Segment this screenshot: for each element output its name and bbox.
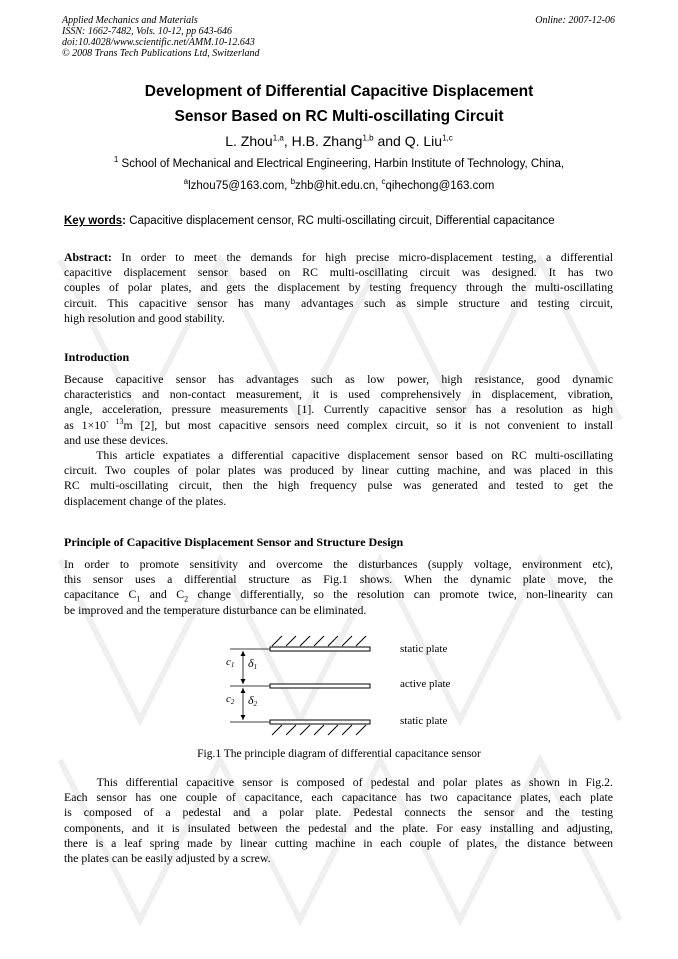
intro-text: m [2], but most capacitive sensors need complex circuit, so it is not convenient to install <box>123 417 614 432</box>
intro-line <box>64 418 613 433</box>
principle-text: change differentially, so the resolution can promote twice, non-linearity can <box>188 587 613 602</box>
intro-line: characteristics and non-contact measurement, it is used comprehensively in displacement, vibration, <box>64 387 613 402</box>
label-delta2: δ2 <box>248 693 258 708</box>
principle-line: be improved and the temperature disturbance can be eliminated. <box>64 602 367 617</box>
principle-text: and C <box>140 587 185 602</box>
principle-body <box>64 557 613 618</box>
label-delta1: δ1 <box>248 656 258 671</box>
intro-line: RC multi-oscillating circuit, then the high frequency pulse was generated and tested to get the <box>64 478 613 493</box>
body-line: there is a leaf spring made by linear cutting machine in each couple of plates, the distance between <box>64 835 613 850</box>
principle-line: this sensor uses a differential structure as Fig.1 shows. When the dynamic plate move, the <box>64 572 613 587</box>
abstract-label: Abstract: <box>64 250 112 264</box>
journal-issn: ISSN: 1662-7482, Vols. 10-12, pp 643-646 <box>62 26 232 37</box>
principle-text: capacitance C <box>64 587 137 602</box>
abstract-line: circuit. This capacitive sensor has many advantages such as simple structure and testing circuit, <box>64 295 613 310</box>
author-list <box>0 133 678 149</box>
affiliation-marker: 1 <box>113 155 119 165</box>
intro-text: as 1×10 <box>64 417 106 432</box>
subscript: 2 <box>184 594 189 604</box>
keywords-text: Capacitive displacement censor, RC multi-oscillating circuit, Differential capacitance <box>126 215 555 227</box>
label-c2: c2 <box>226 693 235 706</box>
introduction-body <box>64 372 613 509</box>
paper-title-line2: Sensor Based on RC Multi-oscillating Circuit <box>174 108 504 125</box>
email-zhang[interactable]: zhb@hit.edu.cn, <box>295 180 382 192</box>
abstract-line: couples of polar plates, and gets the displacement by testing frequency through the multi-oscillating <box>64 280 613 295</box>
abstract-line <box>64 250 613 265</box>
email-liu[interactable]: qihechong@163.com <box>385 180 495 192</box>
intro-line: and use these devices. <box>64 432 169 447</box>
keywords-label: Key words <box>64 215 123 227</box>
section-heading-principle: Principle of Capacitive Displacement Sensor and Structure Design <box>64 535 404 549</box>
principle-line <box>64 587 613 602</box>
section-heading-introduction: Introduction <box>64 350 130 364</box>
journal-name: Applied Mechanics and Materials <box>62 15 198 26</box>
email-marker-b: b <box>290 177 296 187</box>
keywords <box>64 215 555 227</box>
top-hatch <box>272 636 366 646</box>
subscript: 1 <box>136 594 141 604</box>
figure-1-diagram <box>220 632 480 742</box>
structure-body <box>64 775 613 866</box>
author-zhou-affil: 1,a <box>272 133 284 143</box>
email-marker-c: c <box>381 177 386 187</box>
label-active-plate: active plate <box>400 678 451 690</box>
figure-1-caption: Fig.1 The principle diagram of differential capacitance sensor <box>197 748 481 760</box>
journal-copyright: © 2008 Trans Tech Publications Ltd, Switzerland <box>62 48 260 59</box>
intro-line: angle, acceleration, pressure measurements [1]. Currently capacitive sensor has a resolution as high <box>64 402 613 417</box>
intro-exponent: - 13 <box>106 416 124 426</box>
author-separator: and <box>373 133 405 149</box>
journal-header <box>62 15 260 59</box>
body-line: components, and it is insulated between the pedestal and the plate. For easy installing and adjusting, <box>64 820 613 835</box>
author-liu-affil: 1,c <box>442 133 453 143</box>
author-liu: Q. Liu <box>404 133 443 149</box>
label-c1: c1 <box>226 656 235 669</box>
author-zhou: L. Zhou <box>225 133 273 149</box>
label-static-plate-top: static plate <box>400 643 448 655</box>
paper-title-line1: Development of Differential Capacitive Displacement <box>144 83 534 100</box>
label-static-plate-bottom: static plate <box>400 715 448 727</box>
abstract-line: high resolution and good stability. <box>64 310 225 325</box>
author-zhang-affil: 1,b <box>362 133 374 143</box>
intro-line: This article expatiates a differential capacitive displacement sensor based on RC multi-oscillating <box>64 448 613 463</box>
abstract <box>64 250 613 326</box>
body-line: the plates can be easily adjusted by a screw. <box>64 851 271 866</box>
body-line: Each sensor has one couple of capacitance, each capacitance has two capacitance plates, each plate <box>64 790 613 805</box>
active-plate <box>270 684 370 688</box>
affiliation <box>0 155 678 170</box>
abstract-text: In order to meet the demands for high precise micro-displacement testing, a differential <box>111 250 613 264</box>
email-marker-a: a <box>183 177 189 187</box>
author-separator: , <box>283 133 292 149</box>
journal-doi[interactable]: doi:10.4028/www.scientific.net/AMM.10-12.643 <box>62 37 255 48</box>
affiliation-text: School of Mechanical and Electrical Engineering, Harbin Institute of Technology, China, <box>118 158 565 170</box>
author-zhang: H.B. Zhang <box>291 133 363 149</box>
static-plate-top <box>270 647 370 651</box>
static-plate-bottom <box>270 720 370 724</box>
intro-line: displacement change of the plates. <box>64 493 227 508</box>
principle-line: In order to promote sensitivity and overcome the disturbances (supply voltage, environment etc), <box>64 557 613 571</box>
abstract-line: capacitive displacement sensor based on RC multi-oscillating circuit was designed. It has two <box>64 265 613 280</box>
bottom-hatch <box>272 725 366 735</box>
intro-line: Because capacitive sensor has advantages such as low power, high resistance, good dynamic <box>64 372 613 386</box>
online-date: Online: 2007-12-06 <box>535 15 615 26</box>
keywords-colon: : <box>122 215 127 227</box>
email-zhou[interactable]: lzhou75@163.com, <box>188 180 291 192</box>
body-line: This differential capacitive sensor is composed of pedestal and polar plates as shown in Fig.2. <box>64 775 613 789</box>
author-emails <box>0 177 678 192</box>
body-line: is composed of a pedestal and a polar plate. Pedestal connects the sensor and the testing <box>64 805 613 820</box>
intro-line: circuit. Two couples of polar plates was produced by linear cutting machine, and was placed in this <box>64 463 613 478</box>
